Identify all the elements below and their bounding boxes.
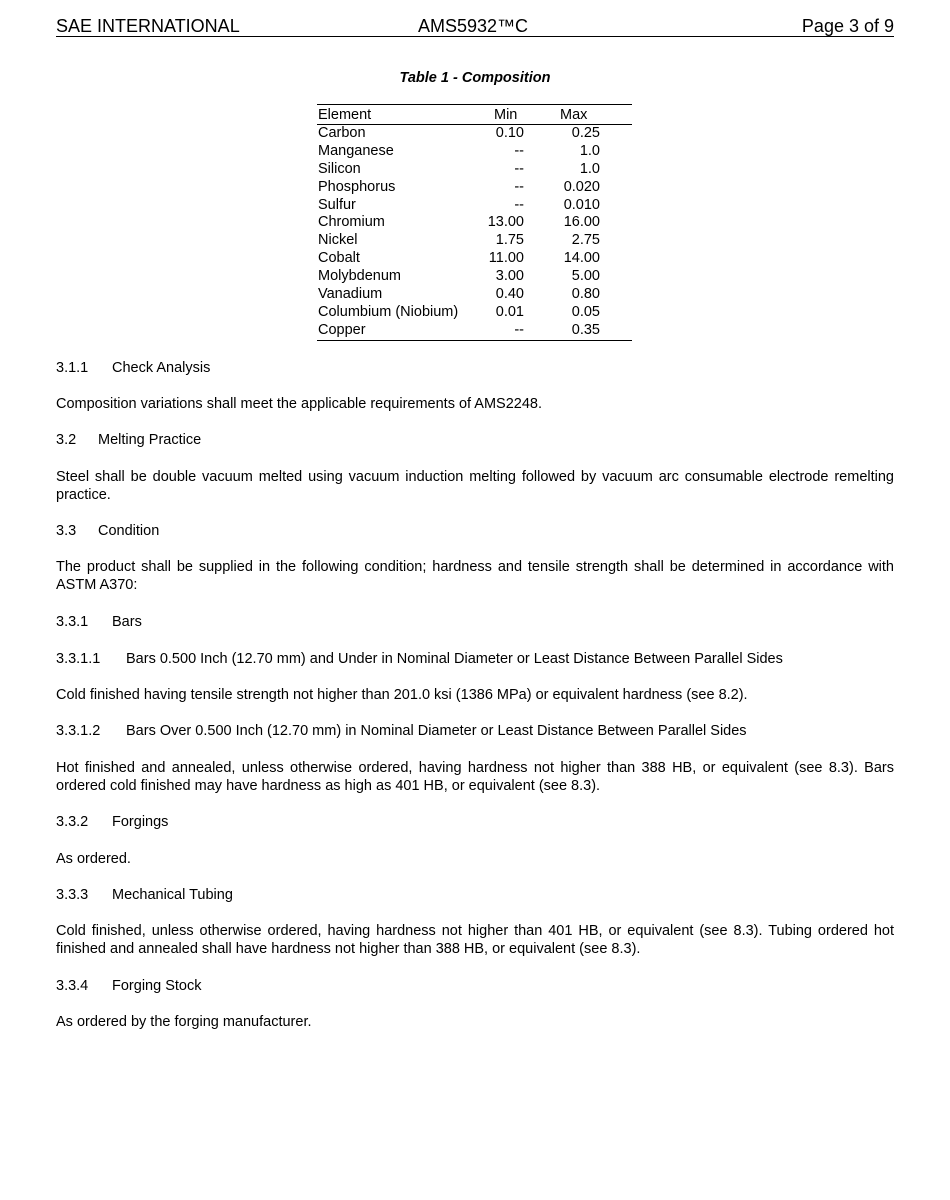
table-header-row	[317, 105, 632, 125]
section-number: 3.1.1	[56, 360, 89, 376]
table-title: Table 1 - Composition	[399, 70, 551, 86]
section-number: 3.3.3	[56, 887, 89, 903]
table-row	[317, 268, 632, 286]
cell-min: --	[514, 321, 524, 338]
cell-element: Columbium (Niobium)	[318, 303, 459, 320]
cell-element: Silicon	[318, 160, 361, 177]
cell-max: 1.0	[579, 160, 600, 177]
section-heading-3-1-1	[56, 359, 894, 377]
cell-min: 11.00	[488, 250, 524, 267]
cell-max: 2.75	[571, 232, 600, 249]
table-row	[317, 143, 632, 161]
header-organization: SAE INTERNATIONAL	[56, 16, 240, 36]
cell-element: Cobalt	[318, 250, 360, 267]
paragraph-bars-under: Cold finished having tensile strength not higher than 201.0 ksi (1386 MPa) or equivalent hardness (see 8.2).	[56, 687, 748, 703]
cell-min: 1.75	[495, 232, 524, 249]
cell-max: 0.25	[571, 125, 600, 141]
cell-element: Chromium	[318, 214, 385, 231]
cell-max: 0.020	[563, 178, 600, 195]
section-title: Forging Stock	[112, 978, 202, 994]
paragraph-mechanical-tubing: Cold finished, unless otherwise ordered, having hardness not higher than 401 HB, or equivalent (see 8.3). Tubing ordered hot finished and annealed shall have hardness not higher than 388 HB, or equivalent (see 8.3).	[56, 923, 894, 957]
header-page-number: Page 3 of 9	[801, 16, 894, 36]
section-heading-3-3-4	[56, 977, 894, 995]
column-header-min: Min	[494, 107, 518, 123]
section-heading-3-3-1	[56, 613, 894, 631]
cell-min: --	[514, 160, 524, 177]
section-number: 3.3	[56, 523, 77, 539]
cell-min: --	[514, 142, 524, 159]
section-number: 3.3.1	[56, 614, 89, 630]
cell-max: 0.010	[563, 196, 600, 213]
cell-element: Copper	[318, 321, 366, 338]
section-heading-3-3-1-2	[56, 722, 894, 740]
header-document-id: AMS5932™C	[418, 16, 529, 36]
cell-max: 5.00	[571, 268, 600, 285]
cell-min: 0.40	[495, 286, 524, 303]
composition-table	[317, 104, 632, 341]
cell-element: Molybdenum	[318, 268, 402, 285]
section-heading-3-2	[56, 431, 894, 449]
section-title: Melting Practice	[98, 432, 202, 448]
section-title: Bars Over 0.500 Inch (12.70 mm) in Nominal Diameter or Least Distance Between Parallel Sides	[126, 723, 747, 739]
table-row	[317, 250, 632, 268]
column-header-element: Element	[318, 107, 372, 123]
cell-max: 0.35	[571, 321, 600, 338]
cell-element: Sulfur	[318, 196, 356, 213]
section-heading-3-3-2	[56, 813, 894, 831]
section-number: 3.3.2	[56, 814, 89, 830]
paragraph-melting-practice: Steel shall be double vacuum melted using vacuum induction melting followed by vacuum arc consumable electrode remelting practice.	[56, 469, 894, 503]
paragraph-forging-stock: As ordered by the forging manufacturer.	[56, 1014, 312, 1030]
table-row	[317, 161, 632, 179]
cell-max: 0.05	[571, 303, 600, 320]
table-row	[317, 197, 632, 215]
cell-min: 0.10	[495, 125, 524, 141]
table-row	[317, 286, 632, 304]
section-title: Check Analysis	[112, 360, 211, 376]
cell-min: 0.01	[495, 303, 524, 320]
section-number: 3.2	[56, 432, 77, 448]
section-heading-3-3	[56, 522, 894, 540]
paragraph-bars-over: Hot finished and annealed, unless otherwise ordered, having hardness not higher than 388 HB, or equivalent (see 8.3). Bars ordered cold finished may have hardness as high as 401 HB, or equivalent (see 8.3).	[56, 760, 894, 794]
section-number: 3.3.1.2	[56, 723, 101, 739]
cell-max: 14.00	[563, 250, 600, 267]
cell-min: --	[514, 196, 524, 213]
table-row	[317, 125, 632, 143]
section-title: Bars 0.500 Inch (12.70 mm) and Under in Nominal Diameter or Least Distance Between Parallel Sides	[126, 651, 783, 667]
paragraph-condition: The product shall be supplied in the following condition; hardness and tensile strength shall be determined in accordance with ASTM A370:	[56, 559, 894, 593]
cell-element: Phosphorus	[318, 178, 396, 195]
table-row	[317, 214, 632, 232]
cell-max: 0.80	[571, 286, 600, 303]
table-row	[317, 179, 632, 197]
section-title: Condition	[98, 523, 160, 539]
cell-element: Vanadium	[318, 286, 383, 303]
cell-min: 13.00	[487, 214, 524, 231]
section-number: 3.3.1.1	[56, 651, 101, 667]
table-row	[317, 322, 632, 340]
cell-max: 16.00	[563, 214, 600, 231]
paragraph-check-analysis: Composition variations shall meet the applicable requirements of AMS2248.	[56, 396, 543, 412]
page-header	[56, 16, 894, 37]
cell-min: 3.00	[495, 268, 524, 285]
section-number: 3.3.4	[56, 978, 89, 994]
column-header-max: Max	[560, 107, 588, 123]
table-row	[317, 304, 632, 322]
paragraph-forgings: As ordered.	[56, 851, 131, 867]
section-heading-3-3-1-1	[56, 650, 894, 668]
section-title: Mechanical Tubing	[112, 887, 233, 903]
cell-element: Carbon	[318, 125, 366, 141]
section-heading-3-3-3	[56, 886, 894, 904]
section-title: Bars	[112, 614, 142, 630]
table-body	[317, 125, 632, 340]
cell-element: Manganese	[318, 142, 394, 159]
table-row	[317, 232, 632, 250]
cell-element: Nickel	[318, 232, 358, 249]
section-title: Forgings	[112, 814, 169, 830]
cell-max: 1.0	[579, 142, 600, 159]
cell-min: --	[514, 178, 524, 195]
